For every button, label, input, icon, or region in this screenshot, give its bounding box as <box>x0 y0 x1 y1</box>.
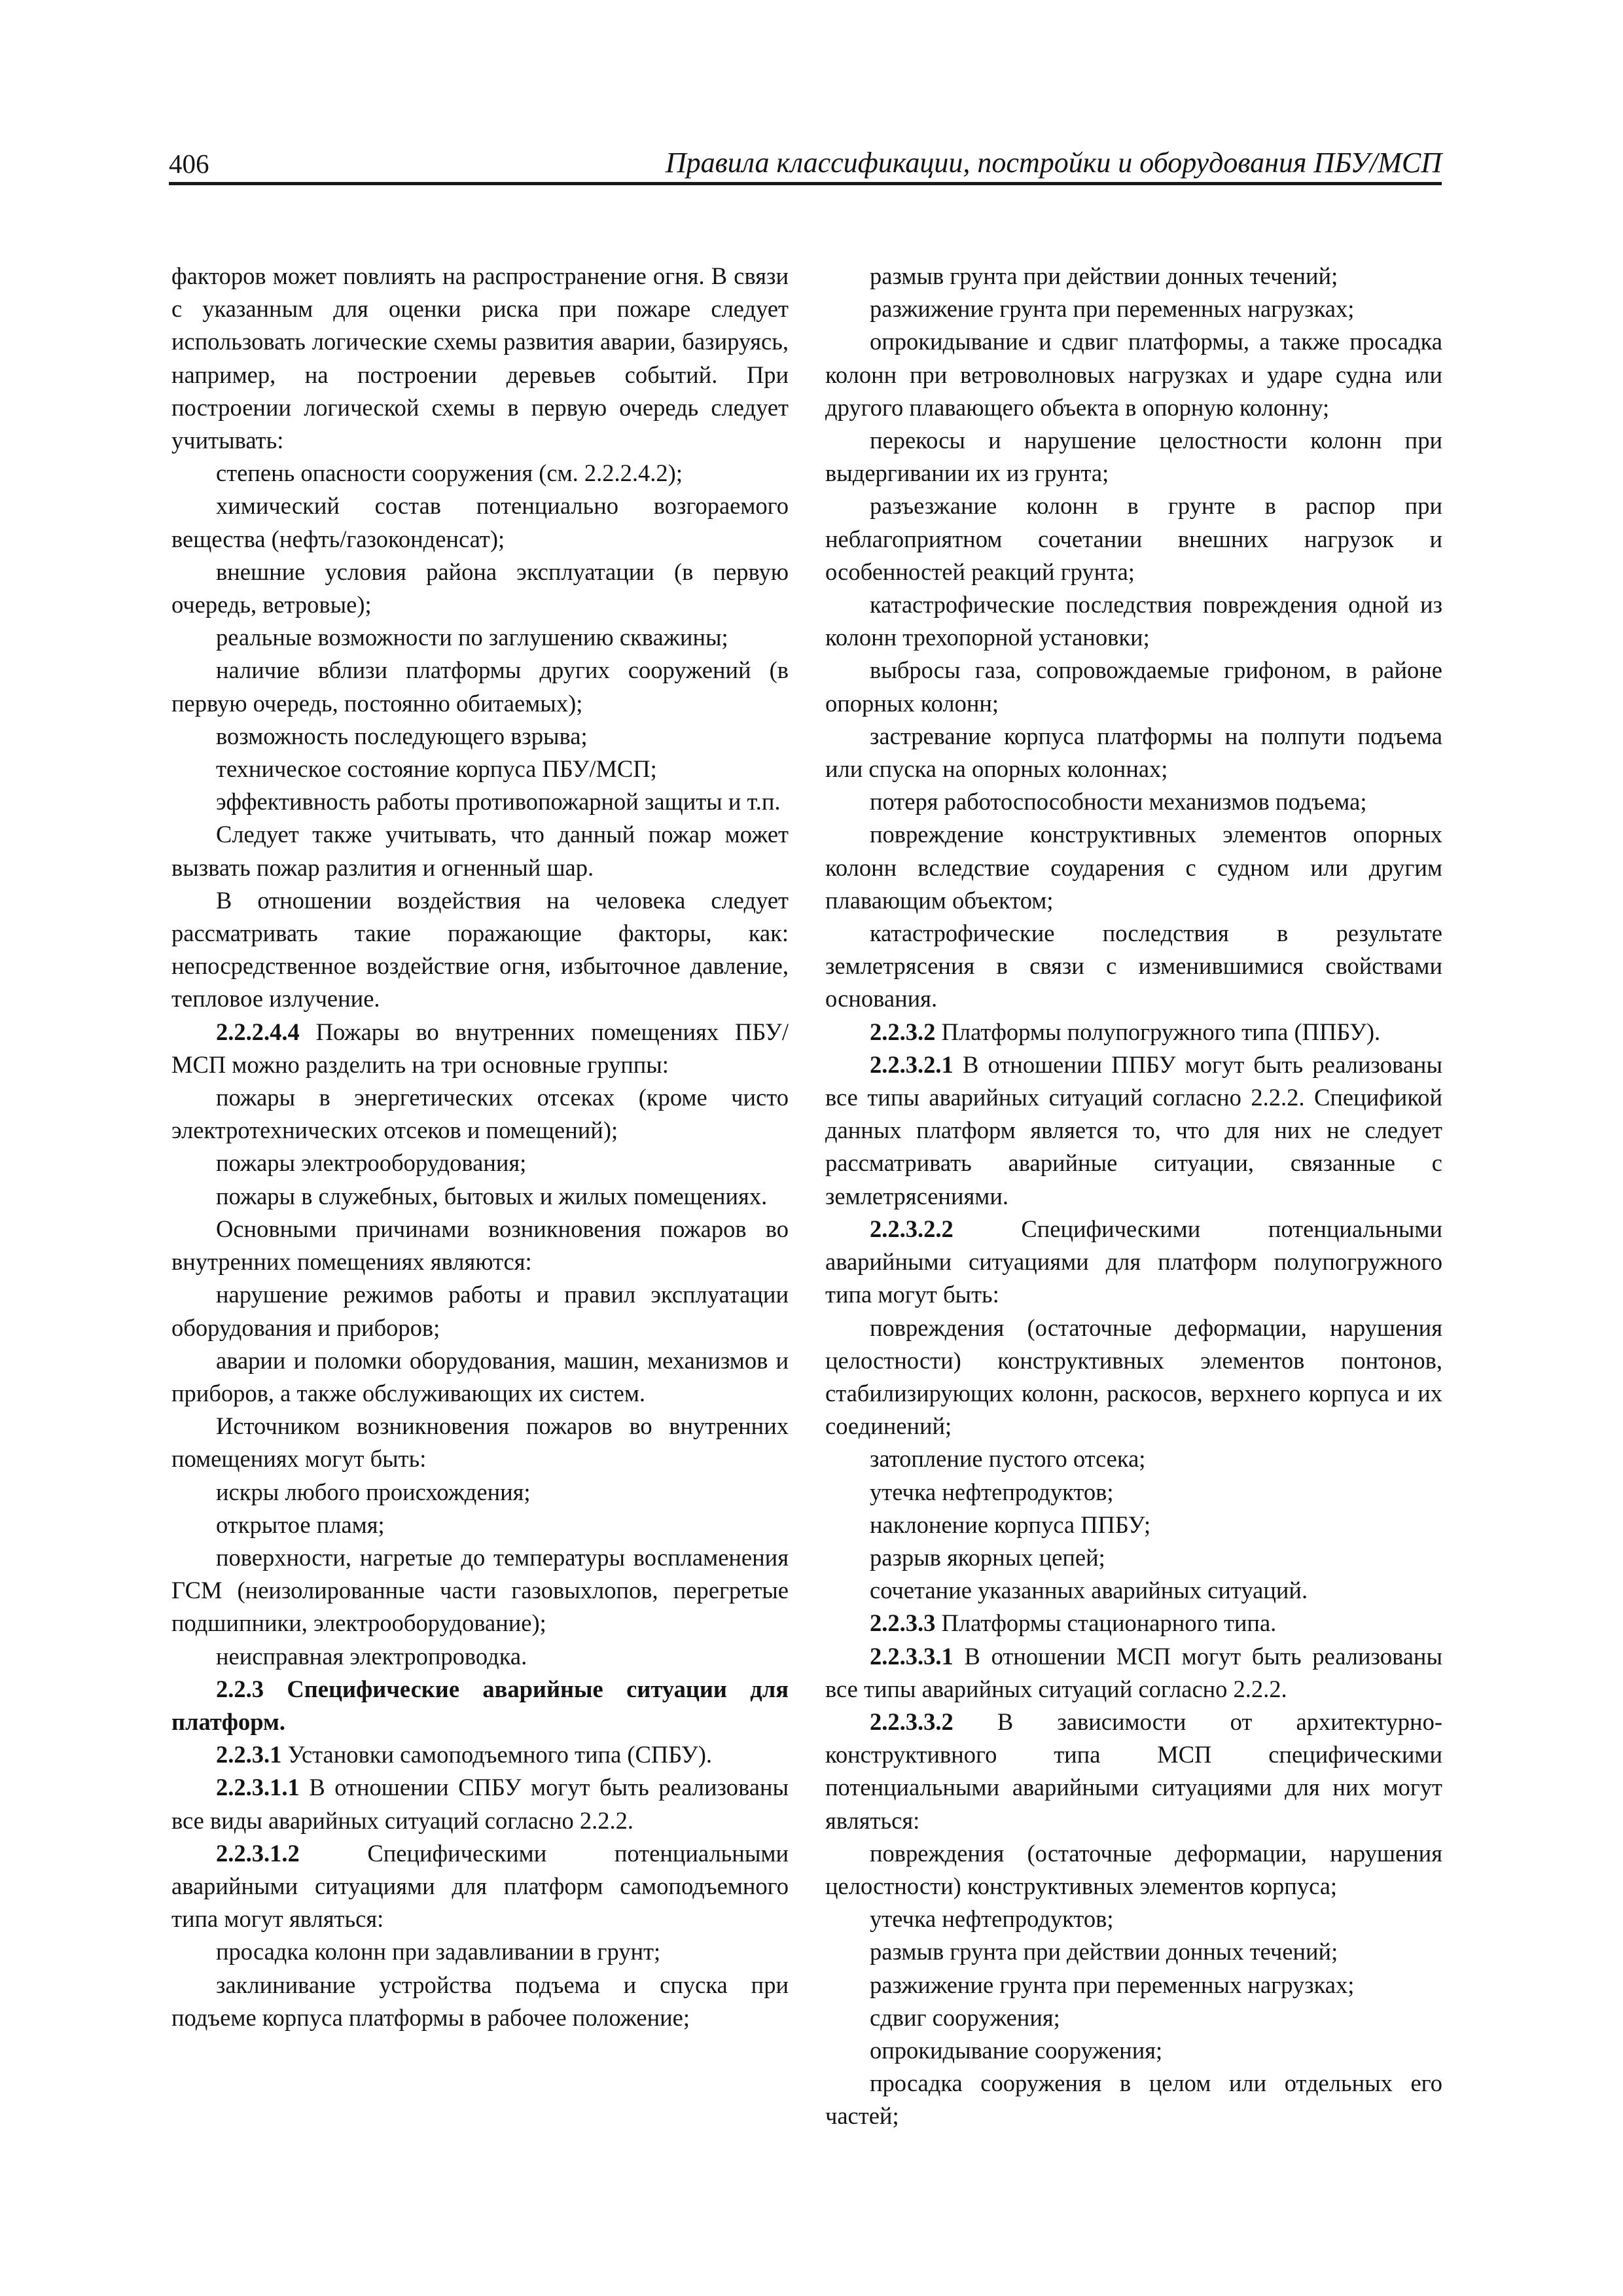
paragraph <box>171 654 789 719</box>
paragraph-text: наличие вблизи платформы других сооружений (в первую очередь, постоянно обитаемых); <box>171 656 789 717</box>
section-number: 2.2.3.1 <box>216 1741 282 1768</box>
paragraph <box>171 1837 789 1936</box>
running-title: Правила классификации, постройки и оборудования ПБУ/МСП <box>665 147 1442 179</box>
paragraph-text: пожары в энергетических отсеках (кроме чисто электротехнических отсеков и помещений); <box>171 1084 789 1144</box>
paragraph <box>171 1147 789 1179</box>
section-number: 2.2.3.2 <box>870 1018 936 1045</box>
paragraph <box>825 1443 1442 1475</box>
paragraph <box>171 1673 789 1738</box>
paragraph <box>825 293 1442 325</box>
paragraph-text: размыв грунта при действии донных течений; <box>870 262 1338 289</box>
paragraph <box>171 490 789 555</box>
paragraph-text: опрокидывание и сдвиг платформы, а также просадка колонн при ветроволновых нагрузках и ударе судна или другого плавающего объекта в опорную колонну; <box>825 328 1442 421</box>
page-header <box>169 140 1442 185</box>
paragraph <box>825 260 1442 293</box>
paragraph-text: утечка нефтепродуктов; <box>870 1905 1114 1933</box>
paragraph-text: реальные возможности по заглушению скважины; <box>216 624 728 651</box>
paragraph-text: В отношении СПБУ могут быть реализованы все виды аварийных ситуаций согласно 2.2.2. <box>171 1774 789 1834</box>
paragraph <box>825 1903 1442 1935</box>
paragraph-text: Платформы полупогружного типа (ППБУ). <box>935 1018 1381 1045</box>
paragraph-text: открытое пламя; <box>216 1511 385 1538</box>
paragraph <box>825 2067 1442 2132</box>
paragraph-text: внешние условия района эксплуатации (в первую очередь, ветровые); <box>171 558 789 619</box>
paragraph-text: Специфическими потенциальными аварийными ситуациями для платформ самоподъемного типа могут являться: <box>171 1839 789 1933</box>
paragraph <box>825 424 1442 490</box>
paragraph <box>171 1541 789 1640</box>
paragraph <box>171 1969 789 2034</box>
paragraph-text: нарушение режимов работы и правил эксплуатации оборудования и приборов; <box>171 1281 789 1341</box>
paragraph-text: Следует также учитывать, что данный пожар может вызвать пожар разлития и огненный шар. <box>171 821 789 881</box>
paragraph-text: Специфическими потенциальными аварийными ситуациями для платформ полупогружного типа могут быть: <box>825 1215 1442 1308</box>
paragraph <box>825 1509 1442 1541</box>
paragraph <box>171 621 789 654</box>
paragraph <box>825 2034 1442 2067</box>
paragraph <box>825 490 1442 588</box>
paragraph-text: техническое состояние корпуса ПБУ/МСП; <box>216 755 657 783</box>
paragraph <box>825 818 1442 917</box>
right-column <box>825 260 1442 2133</box>
paragraph <box>825 1213 1442 1312</box>
paragraph-text: просадка сооружения в целом или отдельных его частей; <box>825 2070 1442 2130</box>
paragraph <box>825 1574 1442 1607</box>
paragraph-text: Источником возникновения пожаров во внутренних помещениях могут быть: <box>171 1412 789 1473</box>
paragraph <box>825 1969 1442 2001</box>
paragraph <box>171 1410 789 1475</box>
paragraph-text: катастрофические последствия повреждения одной из колонн трехопорной установки; <box>825 591 1442 651</box>
paragraph <box>171 1640 789 1673</box>
section-number: 2.2.3 Специфические аварийные ситуации для платформ. <box>171 1675 789 1735</box>
paragraph-text: потеря работоспособности механизмов подъема; <box>870 788 1367 816</box>
paragraph <box>825 1016 1442 1049</box>
paragraph-text: неисправная электропроводка. <box>216 1642 527 1670</box>
paragraph <box>171 1180 789 1213</box>
paragraph-text: возможность последующего взрыва; <box>216 722 588 749</box>
paragraph-text: затопление пустого отсека; <box>870 1445 1146 1473</box>
section-number: 2.2.3.3.2 <box>870 1708 954 1735</box>
paragraph-text: разрыв якорных цепей; <box>870 1543 1105 1571</box>
paragraph-text: разъезжание колонн в грунте в распор при неблагоприятном сочетании внешних нагрузок и особенностей реакций грунта; <box>825 492 1442 585</box>
paragraph <box>825 1640 1442 1706</box>
section-number: 2.2.3.3 <box>870 1609 936 1637</box>
paragraph-text: катастрофические последствия в результате землетрясения в связи с изменившимися свойствами основания. <box>825 920 1442 1013</box>
paragraph-text: Пожары во внутренних помещениях ПБУ/МСП можно разделить на три основные группы: <box>171 1018 789 1078</box>
paragraph-text: размыв грунта при действии донных течений; <box>870 1938 1338 1965</box>
paragraph-text: перекосы и нарушение целостности колонн при выдергивании их из грунта; <box>825 427 1442 487</box>
paragraph <box>825 1837 1442 1903</box>
paragraph-text: повреждения (остаточные деформации, нарушения целостности) конструктивных элементов понтонов, стабилизирующих колонн, раскосов, верхнего корпуса и их соединений; <box>825 1314 1442 1440</box>
paragraph-text: В отношении ППБУ могут быть реализованы все типы аварийных ситуаций согласно 2.2.2. Спецификой данных платформ является то, что для них не следует рассматривать аварийные ситуации, связанные с землетрясениями. <box>825 1050 1442 1210</box>
section-number: 2.2.3.3.1 <box>870 1642 954 1670</box>
paragraph <box>171 1476 789 1509</box>
paragraph <box>171 1081 789 1147</box>
paragraph <box>825 1049 1442 1213</box>
paragraph-text: просадка колонн при задавливании в грунт; <box>216 1938 661 1965</box>
paragraph <box>171 1935 789 1968</box>
paragraph-text: аварии и поломки оборудования, машин, механизмов и приборов, а также обслуживающих их систем. <box>171 1346 789 1407</box>
paragraph <box>825 1935 1442 1968</box>
section-number: 2.2.3.1.2 <box>216 1839 300 1867</box>
section-number: 2.2.3.2.1 <box>870 1050 954 1078</box>
paragraph <box>825 785 1442 818</box>
paragraph-text: факторов может повлиять на распространение огня. В связи с указанным для оценки риска при пожаре следует использовать логические схемы развития аварии, базируясь, например, на построении деревьев событий. При построении логической схемы в первую очередь следует учитывать: <box>171 262 789 454</box>
paragraph <box>825 1312 1442 1443</box>
paragraph-text: утечка нефтепродуктов; <box>870 1478 1114 1505</box>
paragraph-text: эффективность работы противопожарной защиты и т.п. <box>216 788 781 816</box>
paragraph <box>825 1476 1442 1509</box>
paragraph-text: сочетание указанных аварийных ситуаций. <box>870 1577 1308 1604</box>
paragraph <box>171 457 789 490</box>
paragraph <box>171 818 789 884</box>
paragraph <box>171 1738 789 1771</box>
paragraph <box>171 785 789 818</box>
paragraph-text: заклинивание устройства подъема и спуска при подъеме корпуса платформы в рабочее положение; <box>171 1971 789 2031</box>
paragraph-text: пожары электрооборудования; <box>216 1149 527 1177</box>
paragraph-text: повреждение конструктивных элементов опорных колонн вследствие соударения с судном или другим плавающим объектом; <box>825 821 1442 914</box>
paragraph <box>171 884 789 1016</box>
paragraph <box>171 556 789 621</box>
paragraph <box>825 720 1442 785</box>
paragraph-text: В отношении воздействия на человека следует рассматривать такие поражающие факторы, как: непосредственное воздействие огня, избыточное давление, тепловое излучение. <box>171 886 789 1013</box>
paragraph-text: выбросы газа, сопровождаемые грифоном, в районе опорных колонн; <box>825 656 1442 717</box>
paragraph-text: опрокидывание сооружения; <box>870 2036 1163 2064</box>
paragraph <box>171 1509 789 1541</box>
section-number: 2.2.3.2.2 <box>870 1215 954 1242</box>
paragraph-text: В зависимости от архитектурно-конструктивного типа МСП специфическими потенциальными аварийными ситуациями для них могут являться: <box>825 1708 1442 1834</box>
paragraph <box>825 1541 1442 1574</box>
paragraph-text: химический состав потенциально возгораемого вещества (нефть/газоконденсат); <box>171 492 789 552</box>
paragraph <box>825 1607 1442 1640</box>
left-column <box>171 260 789 2034</box>
paragraph-text: Установки самоподъемного типа (СПБУ). <box>281 1741 713 1768</box>
paragraph-text: В отношении МСП могут быть реализованы все типы аварийных ситуаций согласно 2.2.2. <box>825 1642 1442 1702</box>
paragraph-text: разжижение грунта при переменных нагрузках; <box>870 295 1355 323</box>
paragraph <box>171 720 789 753</box>
paragraph <box>825 325 1442 424</box>
paragraph <box>171 1278 789 1344</box>
paragraph <box>171 1016 789 1081</box>
paragraph <box>171 1344 789 1410</box>
paragraph <box>825 588 1442 654</box>
paragraph-text: разжижение грунта при переменных нагрузках; <box>870 1971 1355 1998</box>
paragraph-text: застревание корпуса платформы на полпути подъема или спуска на опорных колоннах; <box>825 722 1442 783</box>
paragraph-text: степень опасности сооружения (см. 2.2.2.4.2); <box>216 459 683 487</box>
paragraph-text: поверхности, нагретые до температуры воспламенения ГСМ (неизолированные части газовыхлопов, перегретые подшипники, электрооборудование); <box>171 1543 789 1637</box>
paragraph <box>825 917 1442 1016</box>
paragraph-text: наклонение корпуса ППБУ; <box>870 1511 1151 1538</box>
paragraph <box>171 1213 789 1278</box>
section-number: 2.2.3.1.1 <box>216 1774 300 1801</box>
paragraph <box>171 753 789 785</box>
paragraph <box>825 2001 1442 2034</box>
paragraph-text: искры любого происхождения; <box>216 1478 531 1505</box>
paragraph-text: сдвиг сооружения; <box>870 2003 1060 2031</box>
paragraph <box>171 1771 789 1837</box>
paragraph-text: повреждения (остаточные деформации, нарушения целостности) конструктивных элементов корпуса; <box>825 1839 1442 1899</box>
paragraph <box>825 1706 1442 1837</box>
paragraph <box>825 654 1442 719</box>
paragraph-text: пожары в служебных, бытовых и жилых помещениях. <box>216 1182 768 1210</box>
paragraph <box>171 260 789 457</box>
page-number: 406 <box>169 149 209 179</box>
paragraph-text: Основными причинами возникновения пожаров во внутренних помещениях являются: <box>171 1215 789 1276</box>
paragraph-text: Платформы стационарного типа. <box>935 1609 1277 1637</box>
section-number: 2.2.2.4.4 <box>216 1018 300 1045</box>
